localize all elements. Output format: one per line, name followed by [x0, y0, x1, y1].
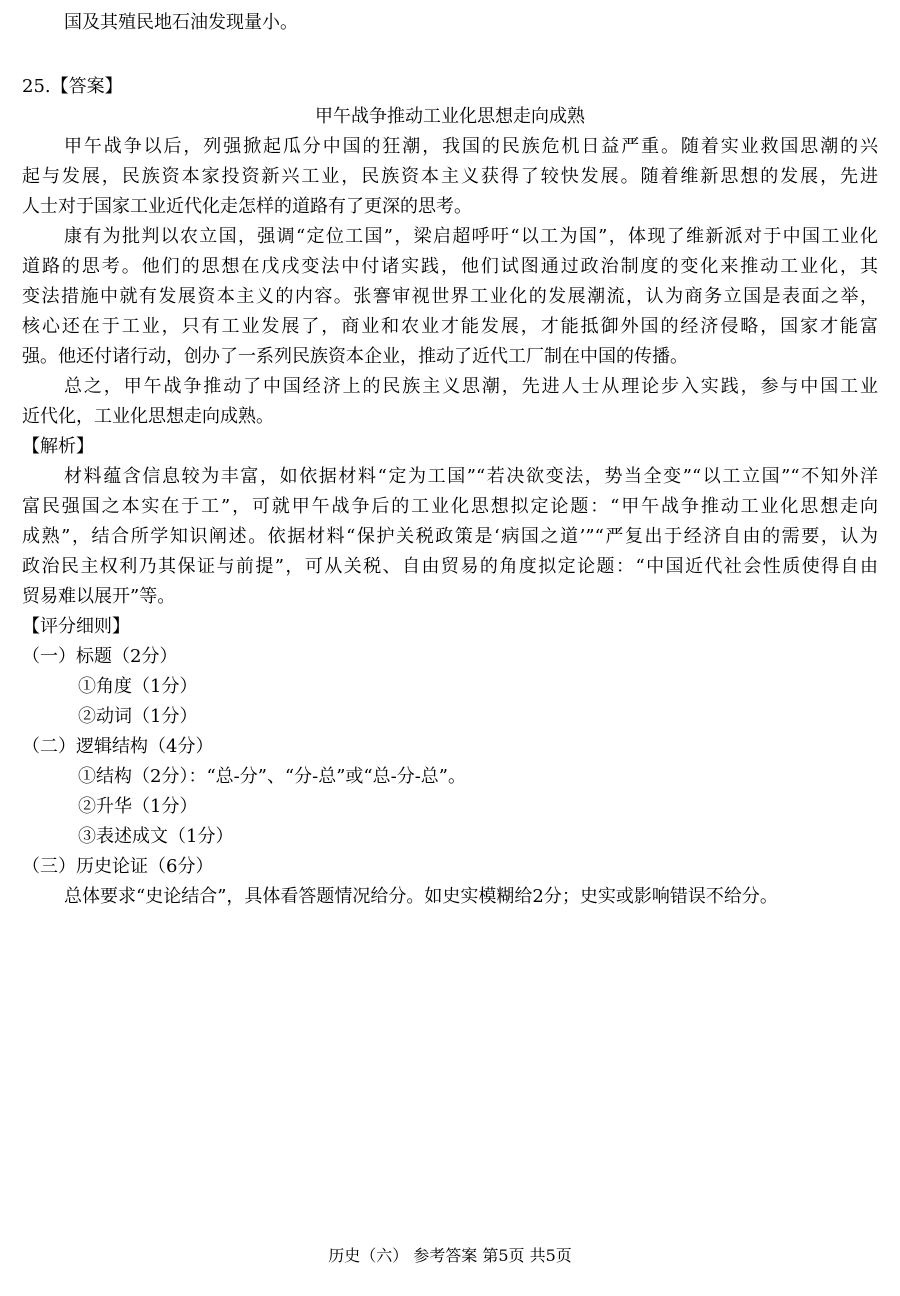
page-footer: 历史（六） 参考答案 第5页 共5页 — [328, 1246, 572, 1265]
analysis-line: 材料蕴含信息较为丰富，如依据材料“定为工国”“若决欲变法，势当全变”“以工立国”“不知外洋 — [64, 466, 878, 487]
analysis-heading: 【解析】 — [22, 436, 94, 457]
paragraph-3-line: 总之，甲午战争推动了中国经济上的民族主义思潮，先进人士从理论步入实践，参与中国工业 — [64, 376, 878, 397]
paragraph-2-line: 变法措施中就有发展资本主义的内容。张謇审视世界工业化的发展潮流，认为商务立国是表面之举， — [22, 286, 878, 307]
rubric-item-structure: ①结构（2分）：“总-分”、“分-总”或“总-分-总”。 — [78, 766, 466, 787]
essay-title: 甲午战争推动工业化思想走向成熟 — [315, 106, 585, 127]
rubric-item-verb: ②动词（1分） — [78, 706, 198, 727]
previous-answer-tail: 国及其殖民地石油发现量小。 — [64, 12, 298, 33]
rubric-item-sublimation: ②升华（1分） — [78, 796, 198, 817]
paragraph-2-line: 强。他还付诸行动，创办了一系列民族资本企业，推动了近代工厂制在中国的传播。 — [22, 346, 688, 367]
paragraph-2-line: 道路的思考。他们的思想在戊戌变法中付诸实践，他们试图通过政治制度的变化来推动工业化，其 — [22, 256, 878, 277]
rubric-argument-text: 总体要求“史论结合”，具体看答题情况给分。如史实模糊给2分；史实或影响错误不给分。 — [64, 886, 778, 907]
analysis-line: 政治民主权利乃其保证与前提”，可从关税、自由贸易的角度拟定论题：“中国近代社会性质使得自由 — [22, 556, 878, 577]
rubric-item-angle: ①角度（1分） — [78, 676, 198, 697]
rubric-section-title: （一）标题（2分） — [22, 646, 178, 667]
paragraph-1-line: 甲午战争以后，列强掀起瓜分中国的狂潮，我国的民族危机日益严重。随着实业救国思潮的兴 — [64, 136, 878, 157]
paragraph-3-line: 近代化，工业化思想走向成熟。 — [22, 406, 274, 427]
rubric-section-argument: （三）历史论证（6分） — [22, 856, 214, 877]
analysis-line: 成熟”，结合所学知识阐述。依据材料“保护关税政策是‘病国之道’”“严复出于经济自由的需要，认为 — [22, 526, 878, 547]
paragraph-1-line: 人士对于国家工业近代化走怎样的道路有了更深的思考。 — [22, 196, 472, 217]
rubric-section-logic: （二）逻辑结构（4分） — [22, 736, 214, 757]
paragraph-2-line: 核心还在于工业，只有工业发展了，商业和农业才能发展，才能抵御外国的经济侵略，国家才能富 — [22, 316, 878, 337]
rubric-item-expression: ③表述成文（1分） — [78, 826, 234, 847]
question-25-heading: 25.【答案】 — [22, 76, 123, 97]
paragraph-1-line: 起与发展，民族资本家投资新兴工业，民族资本主义获得了较快发展。随着维新思想的发展，先进 — [22, 166, 878, 187]
rubric-heading: 【评分细则】 — [22, 616, 130, 637]
analysis-line: 富民强国之本实在于工”，可就甲午战争后的工业化思想拟定论题：“甲午战争推动工业化思想走向 — [22, 496, 878, 517]
paragraph-2-line: 康有为批判以农立国，强调“定位工国”，梁启超呼吁“以工为国”，体现了维新派对于中国工业化 — [64, 226, 878, 247]
analysis-line: 贸易难以展开”等。 — [22, 586, 176, 607]
